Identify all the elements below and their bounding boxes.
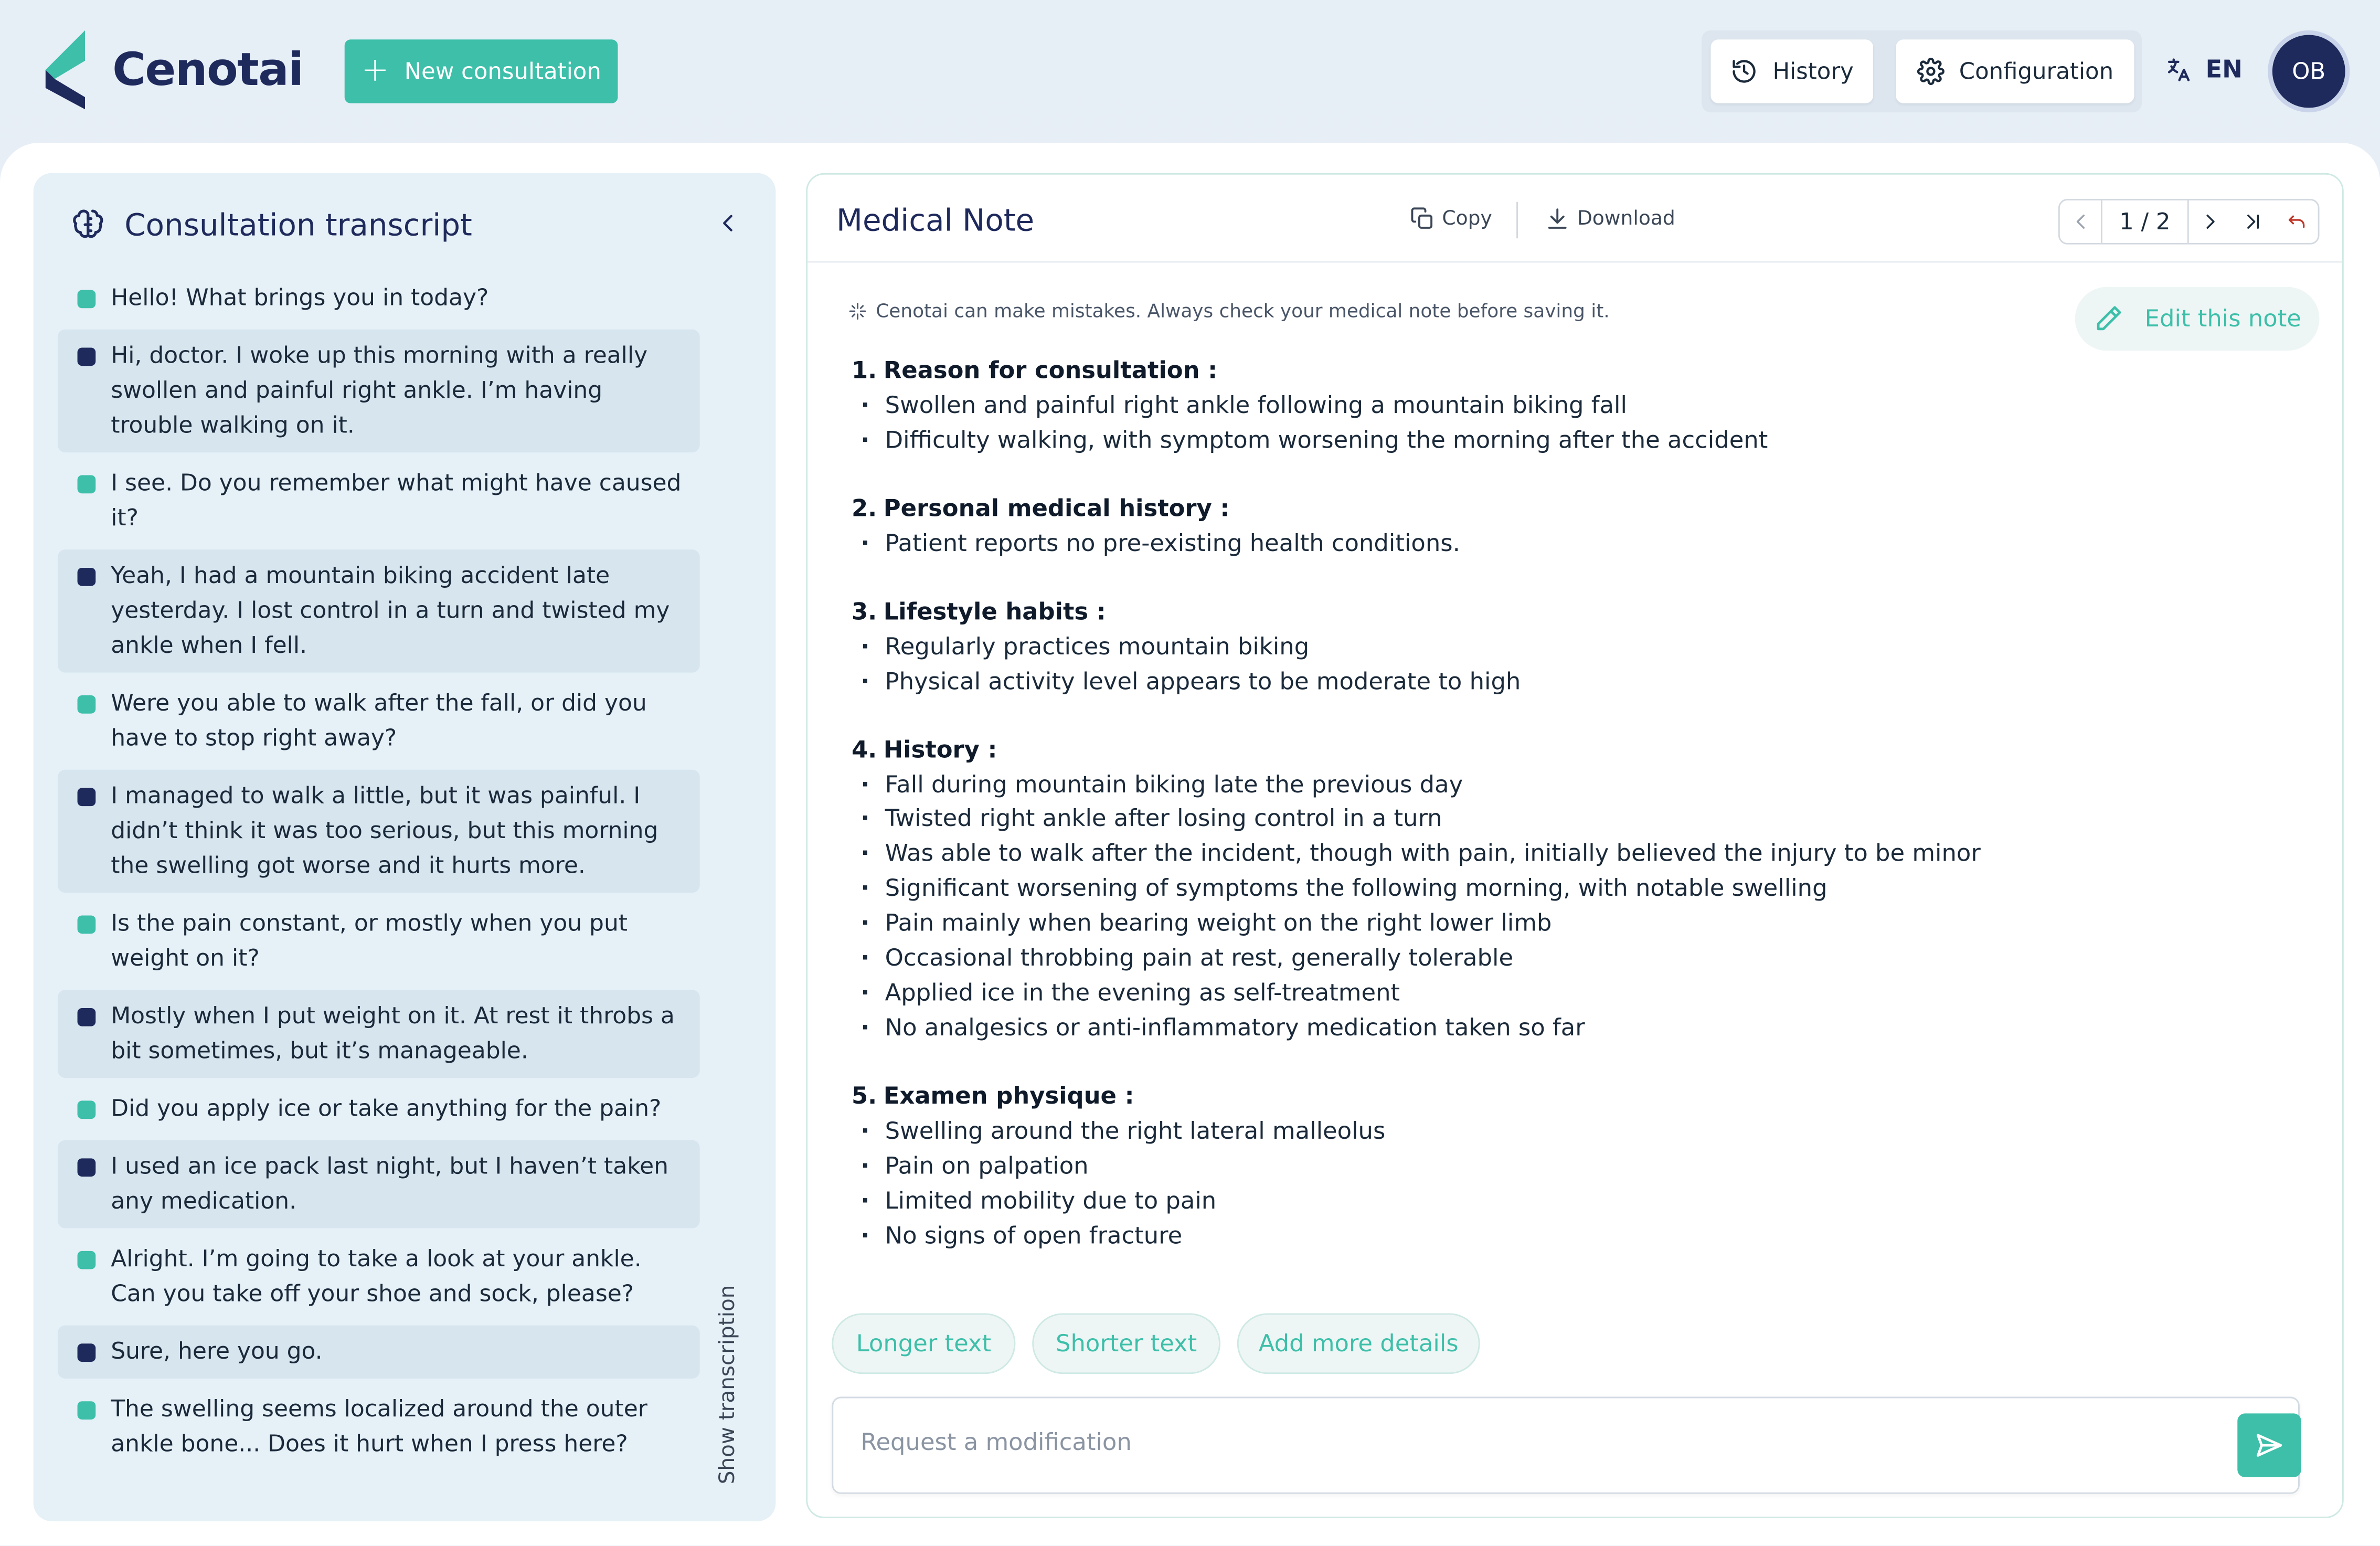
toolbar-divider xyxy=(1516,202,1518,238)
download-button[interactable] xyxy=(1545,206,1675,230)
copy-icon xyxy=(1410,206,1435,230)
language-selector[interactable] xyxy=(2164,55,2242,83)
patient-message xyxy=(58,549,700,672)
message-text: The swelling seems localized around the outer ankle bone... Does it hurt when I press here? xyxy=(111,1395,647,1458)
brain-icon xyxy=(70,206,106,242)
page-indicator: 1 / 2 xyxy=(2102,200,2189,243)
undo-icon xyxy=(2285,211,2307,232)
undo-button[interactable] xyxy=(2274,200,2318,243)
show-transcription-toggle[interactable] xyxy=(712,1278,746,1491)
ai-warning-text: Cenotai can make mistakes. Always check your medical note before saving it. xyxy=(876,299,1610,322)
pencil-icon xyxy=(2093,304,2123,334)
section-title: Lifestyle habits : xyxy=(883,598,1106,626)
note-bullet: · Limited mobility due to pain xyxy=(852,1183,2218,1218)
section-heading xyxy=(852,595,2218,630)
medical-note-panel xyxy=(806,173,2344,1518)
doctor-message xyxy=(58,682,700,760)
suggestion-chips xyxy=(832,1313,1496,1374)
chevron-left-icon xyxy=(718,213,739,234)
doctor-speaker-marker xyxy=(78,1251,96,1269)
user-avatar[interactable]: OB xyxy=(2272,35,2345,108)
section-heading xyxy=(852,1079,2218,1114)
message-text: I managed to walk a little, but it was painful. I didn’t think it was too serious, but this morning the swelling got worse and it hurts more. xyxy=(111,781,658,880)
request-modification-field[interactable] xyxy=(832,1397,2300,1494)
note-title: Medical Note xyxy=(836,202,1035,239)
patient-message xyxy=(58,1140,700,1229)
note-content xyxy=(852,354,2218,1286)
add-more-details-chip[interactable]: Add more details xyxy=(1237,1313,1480,1374)
message-text: Is the pain constant, or mostly when you put weight on it? xyxy=(111,909,628,972)
edit-note-label: Edit this note xyxy=(2144,305,2301,333)
note-bullet: · No analgesics or anti-inflammatory medication taken so far xyxy=(852,1011,2218,1045)
note-bullet: · Was able to walk after the incident, though with pain, initially believed the injury to be minor xyxy=(852,837,2218,872)
transcript-header xyxy=(70,206,472,242)
note-bullet: · Swollen and painful right ankle following a mountain biking fall xyxy=(852,389,2218,423)
message-text: Alright. I’m going to take a look at your ankle. Can you take off your shoe and sock, please? xyxy=(111,1245,642,1307)
doctor-message xyxy=(58,1388,700,1466)
note-section xyxy=(852,733,2218,1046)
logo[interactable] xyxy=(42,27,303,112)
note-bullet: · Fall during mountain biking late the previous day xyxy=(852,768,2218,802)
note-bullet: · Patient reports no pre-existing health conditions. xyxy=(852,526,2218,561)
section-title: Reason for consultation : xyxy=(883,356,1218,384)
section-number: 5. xyxy=(851,1082,877,1110)
note-section xyxy=(852,595,2218,699)
patient-speaker-marker xyxy=(78,347,96,366)
note-section xyxy=(852,354,2218,458)
note-bullet: · Pain on palpation xyxy=(852,1149,2218,1183)
patient-speaker-marker xyxy=(78,788,96,806)
note-bullet: · Physical activity level appears to be moderate to high xyxy=(852,664,2218,699)
new-consultation-button[interactable] xyxy=(345,39,618,103)
patient-message xyxy=(58,1326,700,1379)
section-heading xyxy=(852,354,2218,389)
message-text: Mostly when I put weight on it. At rest it throbs a bit sometimes, but it’s manageable. xyxy=(111,1002,675,1064)
message-text: Were you able to walk after the fall, or did you have to stop right away? xyxy=(111,689,647,752)
copy-label: Copy xyxy=(1442,207,1492,230)
longer-text-chip[interactable]: Longer text xyxy=(832,1313,1015,1374)
translate-icon xyxy=(2164,56,2192,83)
note-section xyxy=(852,492,2218,562)
message-text: I see. Do you remember what might have caused it? xyxy=(111,469,682,532)
note-bullet: · Significant worsening of symptoms the following morning, with notable swelling xyxy=(852,872,2218,906)
doctor-message xyxy=(58,277,700,321)
section-heading xyxy=(852,492,2218,527)
note-bullet: · Twisted right ankle after losing control in a turn xyxy=(852,802,2218,837)
copy-button[interactable] xyxy=(1410,206,1492,230)
message-text: I used an ice pack last night, but I haven’t taken any medication. xyxy=(111,1152,669,1215)
doctor-speaker-marker xyxy=(78,695,96,714)
note-bullet: · Occasional throbbing pain at rest, generally tolerable xyxy=(852,941,2218,976)
patient-speaker-marker xyxy=(78,1008,96,1026)
note-toolbar xyxy=(808,175,2342,263)
note-bullet: · Applied ice in the evening as self-treatment xyxy=(852,976,2218,1011)
note-pager xyxy=(2058,199,2320,245)
patient-speaker-marker xyxy=(78,1158,96,1177)
doctor-speaker-marker xyxy=(78,915,96,934)
transcript-panel xyxy=(34,173,776,1521)
message-text: Hi, doctor. I woke up this morning with a really swollen and painful right ankle. I’m having trouble walking on it. xyxy=(111,341,648,439)
message-text: Hello! What brings you in today? xyxy=(111,283,489,312)
sparkle-icon xyxy=(848,301,867,320)
skip-to-end-icon xyxy=(2242,211,2264,232)
download-icon xyxy=(1545,206,1569,230)
shorter-text-chip[interactable]: Shorter text xyxy=(1032,1313,1220,1374)
note-bullet: · No signs of open fracture xyxy=(852,1219,2218,1253)
message-text: Sure, here you go. xyxy=(111,1337,323,1365)
gear-icon xyxy=(1917,58,1944,85)
note-bullet: · Swelling around the right lateral malleolus xyxy=(852,1114,2218,1149)
cenotai-logo-icon xyxy=(42,27,88,112)
plus-icon: + xyxy=(361,51,389,90)
app-name: Cenotai xyxy=(112,43,303,97)
doctor-speaker-marker xyxy=(78,475,96,494)
language-label: EN xyxy=(2205,55,2243,84)
doctor-speaker-marker xyxy=(78,1401,96,1420)
note-bullet: · Difficulty walking, with symptom worsening the morning after the accident xyxy=(852,423,2218,458)
patient-message xyxy=(58,990,700,1078)
section-number: 3. xyxy=(851,598,877,626)
collapse-transcript-button[interactable] xyxy=(714,206,744,240)
last-page-button[interactable] xyxy=(2232,200,2274,243)
note-bullet: · Pain mainly when bearing weight on the right lower limb xyxy=(852,907,2218,941)
doctor-message xyxy=(58,1087,700,1131)
send-button[interactable] xyxy=(2237,1413,2301,1477)
show-transcription-label: Show transcription xyxy=(716,1285,741,1485)
patient-message xyxy=(58,330,700,452)
patient-speaker-marker xyxy=(78,568,96,586)
request-modification-placeholder: Request a modification xyxy=(860,1428,1132,1456)
message-text: Did you apply ice or take anything for the pain? xyxy=(111,1094,662,1122)
section-title: Personal medical history : xyxy=(883,494,1230,522)
transcript-title: Consultation transcript xyxy=(124,206,472,243)
previous-page-button[interactable] xyxy=(2060,200,2102,243)
section-number: 4. xyxy=(851,735,877,763)
new-consultation-label: New consultation xyxy=(404,57,601,86)
doctor-speaker-marker xyxy=(78,1100,96,1119)
section-number: 1. xyxy=(851,356,877,384)
download-label: Download xyxy=(1577,207,1675,230)
doctor-message xyxy=(58,902,700,980)
ai-warning xyxy=(848,299,1609,322)
configuration-button[interactable] xyxy=(1896,39,2134,103)
transcript-messages xyxy=(58,277,700,1467)
header xyxy=(0,0,2380,143)
send-icon xyxy=(2254,1430,2285,1460)
history-button[interactable] xyxy=(1710,39,1873,103)
doctor-speaker-marker xyxy=(78,290,96,309)
section-title: History : xyxy=(883,735,997,763)
patient-message xyxy=(58,770,700,893)
chevron-right-icon xyxy=(2200,211,2221,232)
section-number: 2. xyxy=(851,494,877,522)
configuration-label: Configuration xyxy=(1959,57,2114,86)
note-section xyxy=(852,1079,2218,1253)
next-page-button[interactable] xyxy=(2189,200,2232,243)
doctor-message xyxy=(58,461,700,540)
doctor-message xyxy=(58,1237,700,1316)
message-text: Yeah, I had a mountain biking accident late yesterday. I lost control in a turn and twisted my ankle when I fell. xyxy=(111,562,670,659)
section-title: Examen physique : xyxy=(883,1082,1134,1110)
chevron-left-icon xyxy=(2070,211,2091,232)
history-label: History xyxy=(1772,57,1854,86)
edit-note-button[interactable] xyxy=(2075,287,2320,351)
note-bullet: · Regularly practices mountain biking xyxy=(852,630,2218,664)
section-heading xyxy=(852,733,2218,768)
history-icon xyxy=(1730,58,1757,85)
patient-speaker-marker xyxy=(78,1343,96,1362)
